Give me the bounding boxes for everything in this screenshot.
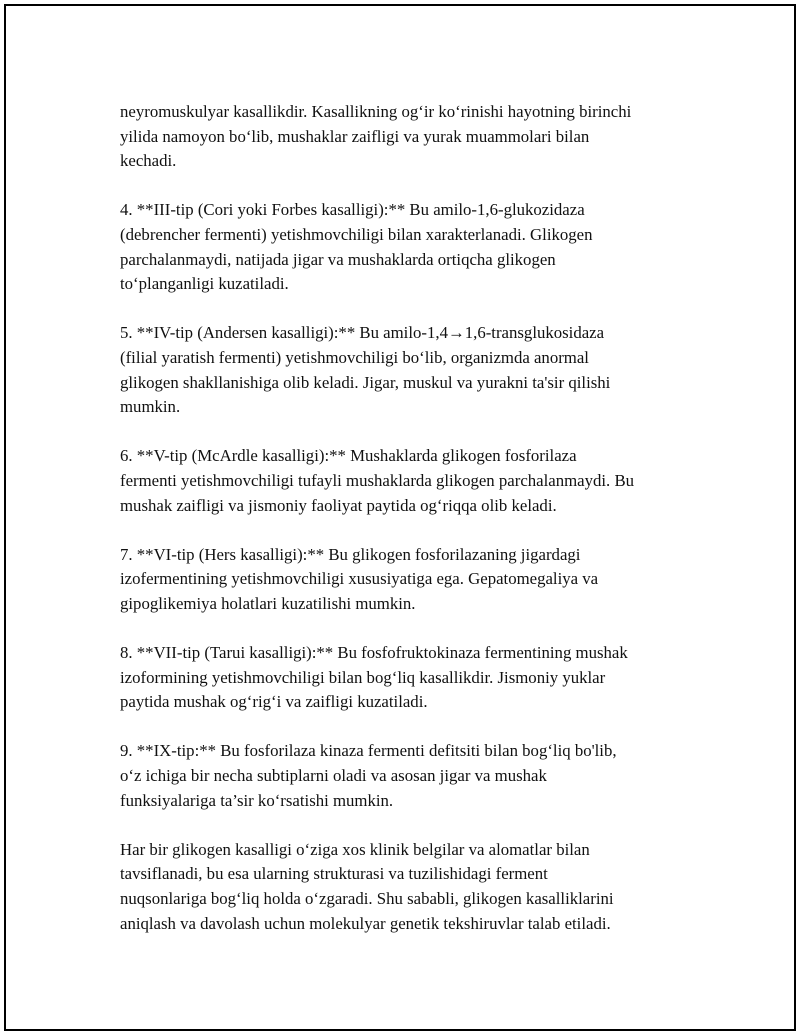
paragraph-type-6: 7. **VI-tip (Hers kasalligi):** Bu glikogen fosforilazaning jigardagi izofermentining yetishmovchiligi xususiyatiga ega. Gepatomegaliya va gipoglikemiya holatlari kuzatilishi mumkin.: [120, 544, 599, 613]
paragraph-continuation: neyromuskulyar kasallikdir. Kasallikning og‘ir ko‘rinishi hayotning birinchi yilida namoyon bo‘lib, mushaklar zaifligi va yurak muammolari bilan kechadi.: [120, 102, 632, 171]
paragraph-type-3: 4. **III-tip (Cori yoki Forbes kasalligi):** Bu amilo-1,6-glukozidaza (debrencher fermenti) yetishmovchiligi bilan xarakterlanadi. Glikogen parchalanmaydi, natijada jigar va mushaklarda ortiqcha glikogen to‘planganligi kuzatiladi.: [120, 200, 593, 294]
paragraph-type-5: 6. **V-tip (McArdle kasalligi):** Mushaklarda glikogen fosforilaza fermenti yetishmovchiligi tufayli mushaklarda glikogen parchalanmaydi. Bu mushak zaifligi va jismoniy faoliyat paytida og‘riqqa olib keladi.: [120, 446, 635, 515]
document-body: [120, 100, 700, 961]
paragraph-type-7: 8. **VII-tip (Tarui kasalligi):** Bu fosfofruktokinaza fermentining mushak izoformining yetishmovchiligi bilan bog‘liq kasallikdir. Jismoniy yuklar paytida mushak og‘rig‘i va zaifligi kuzatiladi.: [120, 643, 628, 712]
paragraph-type-9: 9. **IX-tip:** Bu fosforilaza kinaza fermenti defitsiti bilan bog‘liq bo'lib, o‘z ichiga bir necha subtiplarni oladi va asosan jigar va mushak funksiyalariga ta’sir ko‘rsatishi mumkin.: [120, 741, 617, 810]
paragraph-type-4: 5. **IV-tip (Andersen kasalligi):** Bu amilo-1,4→1,6-transglukosidaza (filial yaratish fermenti) yetishmovchiligi bo‘lib, organizmda anormal glikogen shakllanishiga olib keladi. Jigar, muskul va yurakni ta'sir qilishi mumkin.: [120, 323, 611, 417]
paragraph-conclusion: Har bir glikogen kasalligi o‘ziga xos klinik belgilar va alomatlar bilan tavsiflanadi, bu esa ularning strukturasi va tuzilishidagi ferment nuqsonlariga bog‘liq holda o‘zgaradi. Shu sababli, glikogen kasalliklarini aniqlash va davolash uchun molekulyar genetik tekshiruvlar talab etiladi.: [120, 839, 614, 933]
page-frame: [4, 4, 796, 1031]
